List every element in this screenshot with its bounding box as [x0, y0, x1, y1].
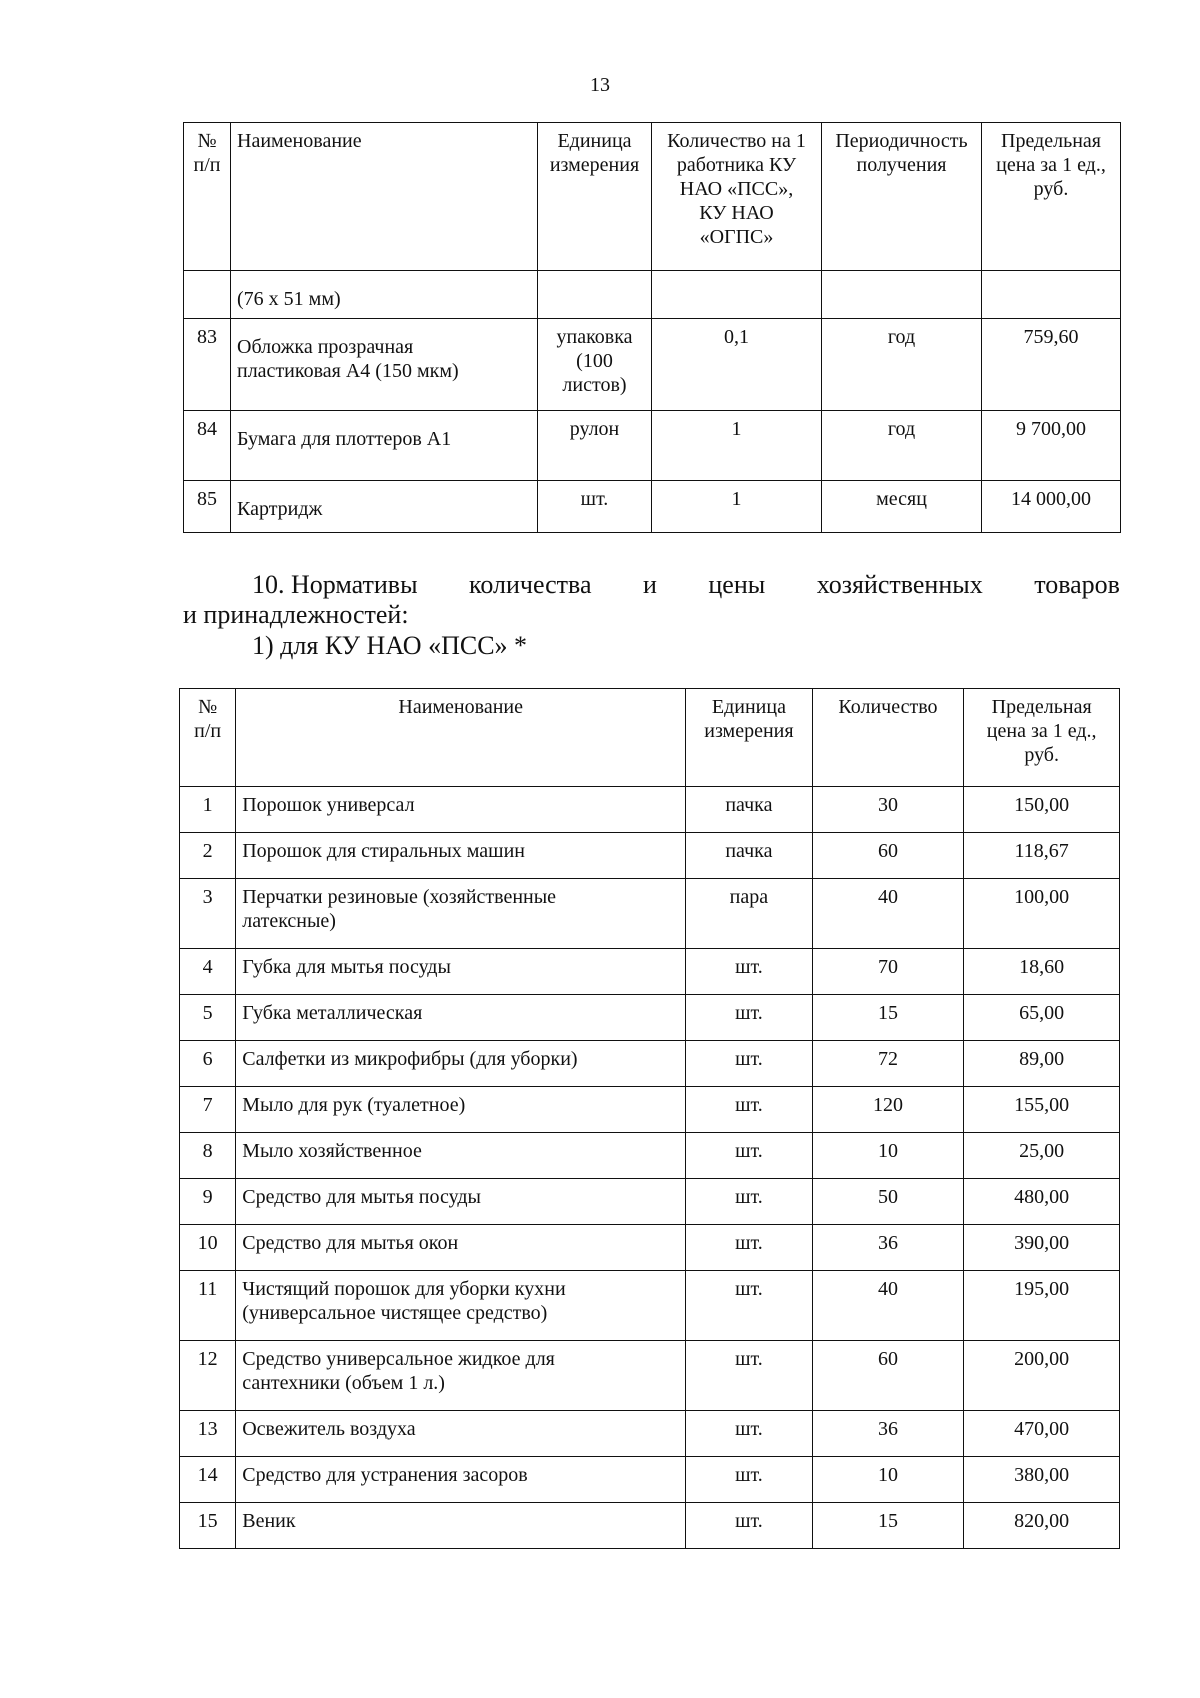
table-cell: 8: [180, 1133, 236, 1179]
table-cell: 84: [184, 411, 231, 481]
table-cell: 40: [812, 1271, 964, 1341]
table-cell: 15: [812, 995, 964, 1041]
item-name-cell: Средство для мытья окон: [236, 1225, 686, 1271]
table-row: [184, 319, 1121, 411]
table-cell: пачка: [686, 787, 813, 833]
item-name-cell: Средство для устранения засоров: [236, 1457, 686, 1503]
table-cell: 40: [812, 879, 964, 949]
item-name-cell: Бумага для плоттеров А1: [231, 411, 538, 481]
header-cell: Предельная цена за 1 ед., руб.: [964, 689, 1120, 787]
heading-word: хозяйственных: [816, 570, 983, 599]
table-cell: 36: [812, 1225, 964, 1271]
table-cell: шт.: [686, 1087, 813, 1133]
table-cell: 72: [812, 1041, 964, 1087]
item-name-cell: Мыло для рук (туалетное): [236, 1087, 686, 1133]
table-cell: 150,00: [964, 787, 1120, 833]
table-cell: [822, 271, 982, 319]
table-row: [180, 1411, 1120, 1457]
table-cell: 30: [812, 787, 964, 833]
table-cell: шт.: [686, 1457, 813, 1503]
table-cell: 60: [812, 833, 964, 879]
table-cell: 759,60: [982, 319, 1121, 411]
table-cell: пара: [686, 879, 813, 949]
table-cell: 12: [180, 1341, 236, 1411]
table-cell: год: [822, 411, 982, 481]
table-cell: 470,00: [964, 1411, 1120, 1457]
table-header-row: [184, 123, 1121, 271]
table-cell: 4: [180, 949, 236, 995]
header-cell: Периодичность получения: [822, 123, 982, 271]
table-cell: 14 000,00: [982, 481, 1121, 533]
supplies-table-continued: [183, 122, 1121, 533]
item-name-cell: Обложка прозрачная пластиковая А4 (150 мкм): [231, 319, 538, 411]
table-cell: [982, 271, 1121, 319]
header-cell: Наименование: [231, 123, 538, 271]
table-row: [180, 1179, 1120, 1225]
table-row: [180, 949, 1120, 995]
header-cell: Наименование: [236, 689, 686, 787]
header-cell: № п/п: [184, 123, 231, 271]
table-cell: 2: [180, 833, 236, 879]
heading-word: и: [642, 570, 657, 599]
item-name-cell: Перчатки резиновые (хозяйственные латексные): [236, 879, 686, 949]
table-cell: 5: [180, 995, 236, 1041]
table-cell: шт.: [686, 995, 813, 1041]
table-cell: шт.: [686, 1341, 813, 1411]
table-cell: 380,00: [964, 1457, 1120, 1503]
table-row: [180, 1225, 1120, 1271]
page-number: 13: [590, 74, 610, 96]
table-cell: 480,00: [964, 1179, 1120, 1225]
table-cell: 83: [184, 319, 231, 411]
table-cell: шт.: [686, 1133, 813, 1179]
item-name-cell: Салфетки из микрофибры (для уборки): [236, 1041, 686, 1087]
table-cell: пачка: [686, 833, 813, 879]
item-name-cell: Средство для мытья посуды: [236, 1179, 686, 1225]
item-name-cell: Мыло хозяйственное: [236, 1133, 686, 1179]
heading-word: товаров: [1034, 570, 1120, 599]
table-cell: 3: [180, 879, 236, 949]
table-cell: 9: [180, 1179, 236, 1225]
table-cell: 13: [180, 1411, 236, 1457]
table-cell: 1: [180, 787, 236, 833]
item-name-cell: Порошок универсал: [236, 787, 686, 833]
table-cell: шт.: [686, 1503, 813, 1549]
section-heading-line2: и принадлежностей:: [183, 600, 409, 629]
table-cell: 60: [812, 1341, 964, 1411]
table-cell: шт.: [686, 1041, 813, 1087]
table-row: [180, 1503, 1120, 1549]
table-cell: 65,00: [964, 995, 1120, 1041]
table-cell: 85: [184, 481, 231, 533]
section-heading-line1: [252, 570, 1120, 600]
table-cell: 390,00: [964, 1225, 1120, 1271]
table-row: [180, 1041, 1120, 1087]
table-cell: 100,00: [964, 879, 1120, 949]
table-row: [180, 1133, 1120, 1179]
table-cell: 89,00: [964, 1041, 1120, 1087]
table-cell: 155,00: [964, 1087, 1120, 1133]
table-row: [184, 271, 1121, 319]
item-name-cell: Губка для мытья посуды: [236, 949, 686, 995]
table-cell: рулон: [538, 411, 652, 481]
heading-word: 10. Нормативы: [252, 570, 418, 599]
table-cell: 9 700,00: [982, 411, 1121, 481]
item-name-cell: Порошок для стиральных машин: [236, 833, 686, 879]
table-cell: 10: [812, 1133, 964, 1179]
table-cell: 6: [180, 1041, 236, 1087]
table-row: [184, 411, 1121, 481]
item-name-cell: Чистящий порошок для уборки кухни (универсальное чистящее средство): [236, 1271, 686, 1341]
table-row: [180, 879, 1120, 949]
item-name-cell: Веник: [236, 1503, 686, 1549]
table-row: [180, 833, 1120, 879]
table-row: [180, 1341, 1120, 1411]
header-cell: Предельная цена за 1 ед., руб.: [982, 123, 1121, 271]
table-cell: 18,60: [964, 949, 1120, 995]
table-cell: 1: [652, 481, 822, 533]
table-cell: 36: [812, 1411, 964, 1457]
table-row: [180, 995, 1120, 1041]
header-cell: Единица измерения: [538, 123, 652, 271]
table-cell: год: [822, 319, 982, 411]
table-row: [180, 1087, 1120, 1133]
item-name-cell: Освежитель воздуха: [236, 1411, 686, 1457]
section-subheading: 1) для КУ НАО «ПСС» *: [252, 631, 528, 660]
table-cell: 15: [180, 1503, 236, 1549]
table-row: [184, 481, 1121, 533]
table-cell: шт.: [686, 949, 813, 995]
table-cell: шт.: [686, 1411, 813, 1457]
table-cell: 820,00: [964, 1503, 1120, 1549]
table-cell: шт.: [686, 1225, 813, 1271]
table-header-row: [180, 689, 1120, 787]
item-name-cell: (76 x 51 мм): [231, 271, 538, 319]
household-goods-table: [179, 688, 1120, 1549]
table-cell: 7: [180, 1087, 236, 1133]
heading-word: цены: [708, 570, 766, 599]
table-cell: 195,00: [964, 1271, 1120, 1341]
table-cell: 11: [180, 1271, 236, 1341]
table-cell: 10: [812, 1457, 964, 1503]
heading-word: количества: [469, 570, 592, 599]
table-cell: 70: [812, 949, 964, 995]
header-cell: № п/п: [180, 689, 236, 787]
item-name-cell: Картридж: [231, 481, 538, 533]
table-cell: 10: [180, 1225, 236, 1271]
table-cell: шт.: [686, 1271, 813, 1341]
table-cell: 50: [812, 1179, 964, 1225]
header-cell: Единица измерения: [686, 689, 813, 787]
table-cell: [652, 271, 822, 319]
header-cell: Количество на 1 работника КУ НАО «ПСС», КУ НАО «ОГПС»: [652, 123, 822, 271]
table-cell: 0,1: [652, 319, 822, 411]
table-row: [180, 1457, 1120, 1503]
table-cell: месяц: [822, 481, 982, 533]
item-name-cell: Средство универсальное жидкое для сантехники (объем 1 л.): [236, 1341, 686, 1411]
table-row: [180, 1271, 1120, 1341]
table-cell: [538, 271, 652, 319]
table-cell: шт.: [686, 1179, 813, 1225]
item-name-cell: Губка металлическая: [236, 995, 686, 1041]
header-cell: Количество: [812, 689, 964, 787]
table-cell: 118,67: [964, 833, 1120, 879]
table-cell: 14: [180, 1457, 236, 1503]
table-row: [180, 787, 1120, 833]
table-cell: [184, 271, 231, 319]
table-cell: 200,00: [964, 1341, 1120, 1411]
table-cell: 15: [812, 1503, 964, 1549]
table-cell: 120: [812, 1087, 964, 1133]
table-cell: 1: [652, 411, 822, 481]
table-cell: упаковка (100 листов): [538, 319, 652, 411]
table-cell: 25,00: [964, 1133, 1120, 1179]
table-cell: шт.: [538, 481, 652, 533]
